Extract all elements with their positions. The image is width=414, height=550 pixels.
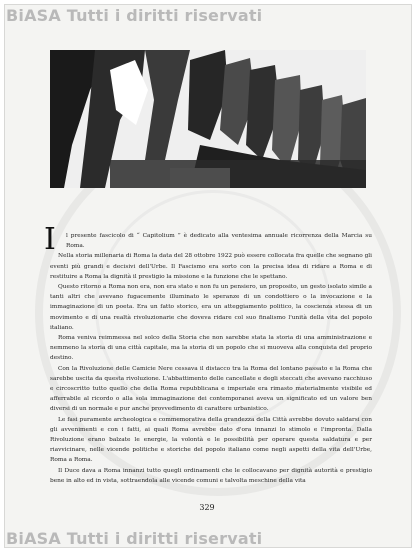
drop-cap: I [44,222,56,257]
paragraph: Roma veniva reimmessa nel solco della Storia che non sarebbe stata la storia di una amministrazione e nemmeno la storia di una città capitale, ma la storia di un popolo che si muoveva alla conquista del proprio destino. [50,335,372,362]
article-body [50,231,372,486]
paragraph: Il Duce dava a Roma innanzi tutto quegli ordinamenti che le collocavano per dignità autorità e prestigio bene in alto ed in vista, sottraendola alle vicende comuni e talvolta meschine della vita [50,467,372,484]
page-number: 329 [199,503,215,512]
flags-photograph [50,50,366,188]
paragraph: Le fasi puramente archeologica e commemorativa della grandezza della Città avrebbe dovuto saldarsi con gli avvenimenti e con i fatti, ai quali Roma avrebbe dato d'ora innanzi lo stimolo e l'impronta. Dalla Rivoluzione erano balzate le energie, la volontà e le possibilità per operare questa saldatura e per riavvicinare, nelle vicende politiche e storiche del popolo italiano come negli aspetti della vita dell'Urbe, Roma a Roma. [50,416,372,464]
photo-flags [50,50,366,188]
paragraph: Con la Rivoluzione delle Camicie Nere cessava il distacco tra la Roma del lontano passato e la Roma che sarebbe uscita da questa rivoluzione. L'abbattimento delle cancellate e degli steccati che avevano racchiuso e circoscritto tutto quello che della Roma repubblicana e imperiale era rimasto materialmente visibile ed afferrabile al ricordo o alla sola immaginazione dei contemporanei aveva un significato ed un valore ben diversi di un normale e pur anche provvedimento di carattere urbanistico. [50,365,372,413]
paragraph: l presente fascicolo di “ Capitolium ” è dedicato alla ventesima annuale ricorrenza della Marcia su Roma. [66,233,372,250]
watermark-top: BiASA Tutti i diritti riservati [6,6,263,25]
paragraph: Questo ritorno a Roma non era, non era stato e non fu un pensiero, un proposito, un gesto isolato simile a tanti altri che avevano fugacemente illuminato le speranze di un condottiero o la invocazione e la immaginazione di un poeta. Era un fatto storico, era un atteggiamento politico, la coscienza stessa di un movimento e di una realtà rivoluzionarie che doveva ridare col suo finalismo l'unità della vita del popolo italiano. [50,284,372,331]
paragraph: Nella storia millenaria di Roma la data del 28 ottobre 1922 può essere collocata fra quelle che segnano gli eventi più grandi e decisivi dell'Urbe. Il Fascismo era sorto con la precisa idea di ridare a Roma e di restituire a Roma la dignità il prestigio la missione e la funzione che le spettano. [50,253,372,280]
watermark-bottom: BiASA Tutti i diritti riservati [6,529,263,548]
